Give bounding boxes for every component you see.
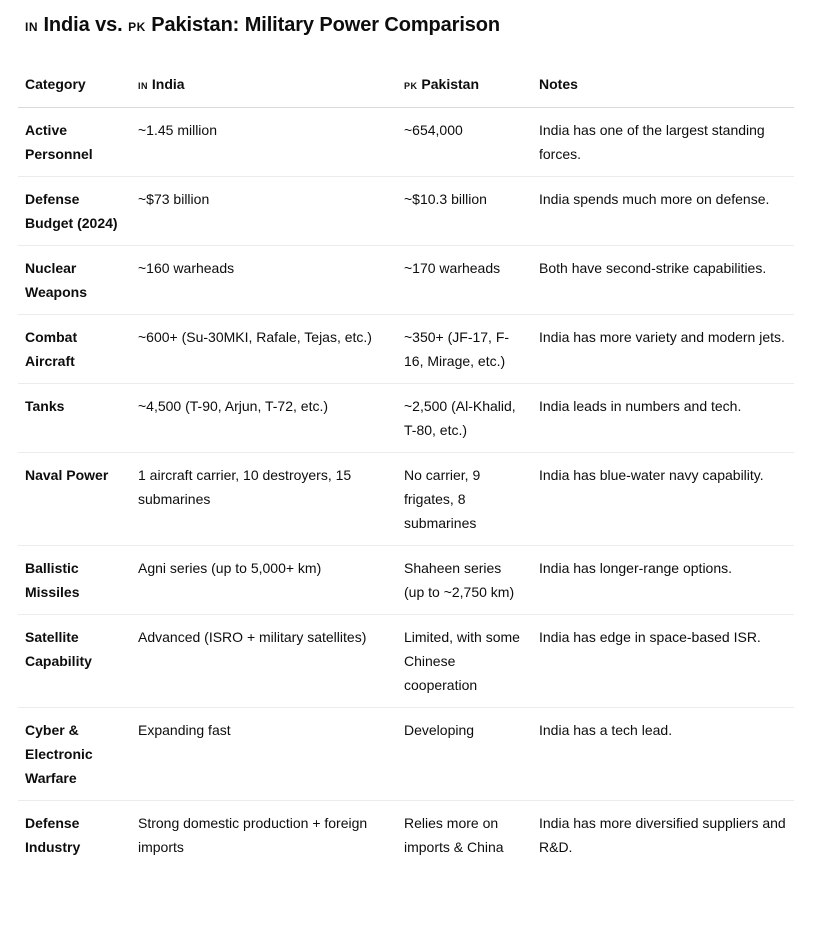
india-flag-icon: IN bbox=[25, 20, 38, 34]
pakistan-cell: ~2,500 (Al-Khalid, T-80, etc.) bbox=[397, 384, 532, 453]
pakistan-flag-icon: PK bbox=[128, 20, 146, 34]
category-cell: Combat Aircraft bbox=[18, 315, 131, 384]
table-row bbox=[18, 801, 794, 870]
page-title bbox=[25, 12, 500, 40]
table-row bbox=[18, 615, 794, 708]
header-india-label: India bbox=[151, 76, 185, 92]
title-rest-text: Pakistan: Military Power Comparison bbox=[151, 14, 501, 36]
notes-cell: India has one of the largest standing forces. bbox=[532, 108, 794, 177]
category-cell: Cyber & Electronic Warfare bbox=[18, 708, 131, 801]
category-cell: Active Personnel bbox=[18, 108, 131, 177]
india-cell: Strong domestic production + foreign imports bbox=[138, 815, 368, 855]
notes-cell: India has more variety and modern jets. bbox=[532, 315, 794, 384]
table-row bbox=[18, 453, 794, 546]
pakistan-cell: Shaheen series (up to ~2,750 km) bbox=[397, 546, 532, 615]
pakistan-cell: Limited, with some Chinese cooperation bbox=[397, 615, 532, 708]
category-cell: Defense Budget (2024) bbox=[18, 177, 131, 246]
india-cell: ~4,500 (T-90, Arjun, T-72, etc.) bbox=[131, 384, 397, 453]
table-row bbox=[18, 708, 794, 801]
category-cell: Defense Industry bbox=[25, 815, 81, 855]
india-cell: ~160 warheads bbox=[131, 246, 397, 315]
notes-cell: India has longer-range options. bbox=[532, 546, 794, 615]
india-flag-icon: IN bbox=[138, 81, 148, 91]
comparison-table bbox=[18, 62, 794, 869]
table-row bbox=[18, 384, 794, 453]
pakistan-cell: Relies more on imports & China bbox=[404, 815, 504, 855]
header-pakistan-label: Pakistan bbox=[421, 76, 479, 92]
table-header-row bbox=[18, 62, 794, 108]
category-cell: Ballistic Missiles bbox=[18, 546, 131, 615]
india-cell: Expanding fast bbox=[131, 708, 397, 801]
pakistan-cell: No carrier, 9 frigates, 8 submarines bbox=[397, 453, 532, 546]
header-pakistan bbox=[397, 62, 532, 108]
notes-cell: India has a tech lead. bbox=[532, 708, 794, 801]
pakistan-flag-icon: PK bbox=[404, 81, 418, 91]
header-category bbox=[18, 62, 131, 108]
table-row bbox=[18, 177, 794, 246]
pakistan-cell: Developing bbox=[397, 708, 532, 801]
india-cell: ~600+ (Su-30MKI, Rafale, Tejas, etc.) bbox=[131, 315, 397, 384]
india-cell: Agni series (up to 5,000+ km) bbox=[131, 546, 397, 615]
india-cell: ~1.45 million bbox=[131, 108, 397, 177]
notes-cell: India has edge in space-based ISR. bbox=[532, 615, 794, 708]
category-cell: Nuclear Weapons bbox=[18, 246, 131, 315]
header-category-label: Category bbox=[25, 76, 86, 92]
pakistan-cell: ~$10.3 billion bbox=[397, 177, 532, 246]
category-cell: Tanks bbox=[18, 384, 131, 453]
notes-cell: India has blue-water navy capability. bbox=[532, 453, 794, 546]
india-cell: Advanced (ISRO + military satellites) bbox=[131, 615, 397, 708]
header-notes bbox=[532, 62, 794, 108]
india-cell: ~$73 billion bbox=[131, 177, 397, 246]
header-notes-label: Notes bbox=[539, 76, 578, 92]
pakistan-cell: ~170 warheads bbox=[397, 246, 532, 315]
category-cell: Satellite Capability bbox=[18, 615, 131, 708]
pakistan-cell: ~654,000 bbox=[397, 108, 532, 177]
table-row bbox=[18, 315, 794, 384]
table-row bbox=[18, 246, 794, 315]
notes-cell: India has more diversified suppliers and R&D. bbox=[539, 815, 786, 855]
category-cell: Naval Power bbox=[18, 453, 131, 546]
notes-cell: India spends much more on defense. bbox=[532, 177, 794, 246]
table-row bbox=[18, 546, 794, 615]
india-cell: 1 aircraft carrier, 10 destroyers, 15 submarines bbox=[131, 453, 397, 546]
header-india bbox=[131, 62, 397, 108]
table-row bbox=[18, 108, 794, 177]
notes-cell: Both have second-strike capabilities. bbox=[532, 246, 794, 315]
notes-cell: India leads in numbers and tech. bbox=[532, 384, 794, 453]
title-india-text: India vs. bbox=[43, 14, 123, 36]
pakistan-cell: ~350+ (JF-17, F-16, Mirage, etc.) bbox=[397, 315, 532, 384]
